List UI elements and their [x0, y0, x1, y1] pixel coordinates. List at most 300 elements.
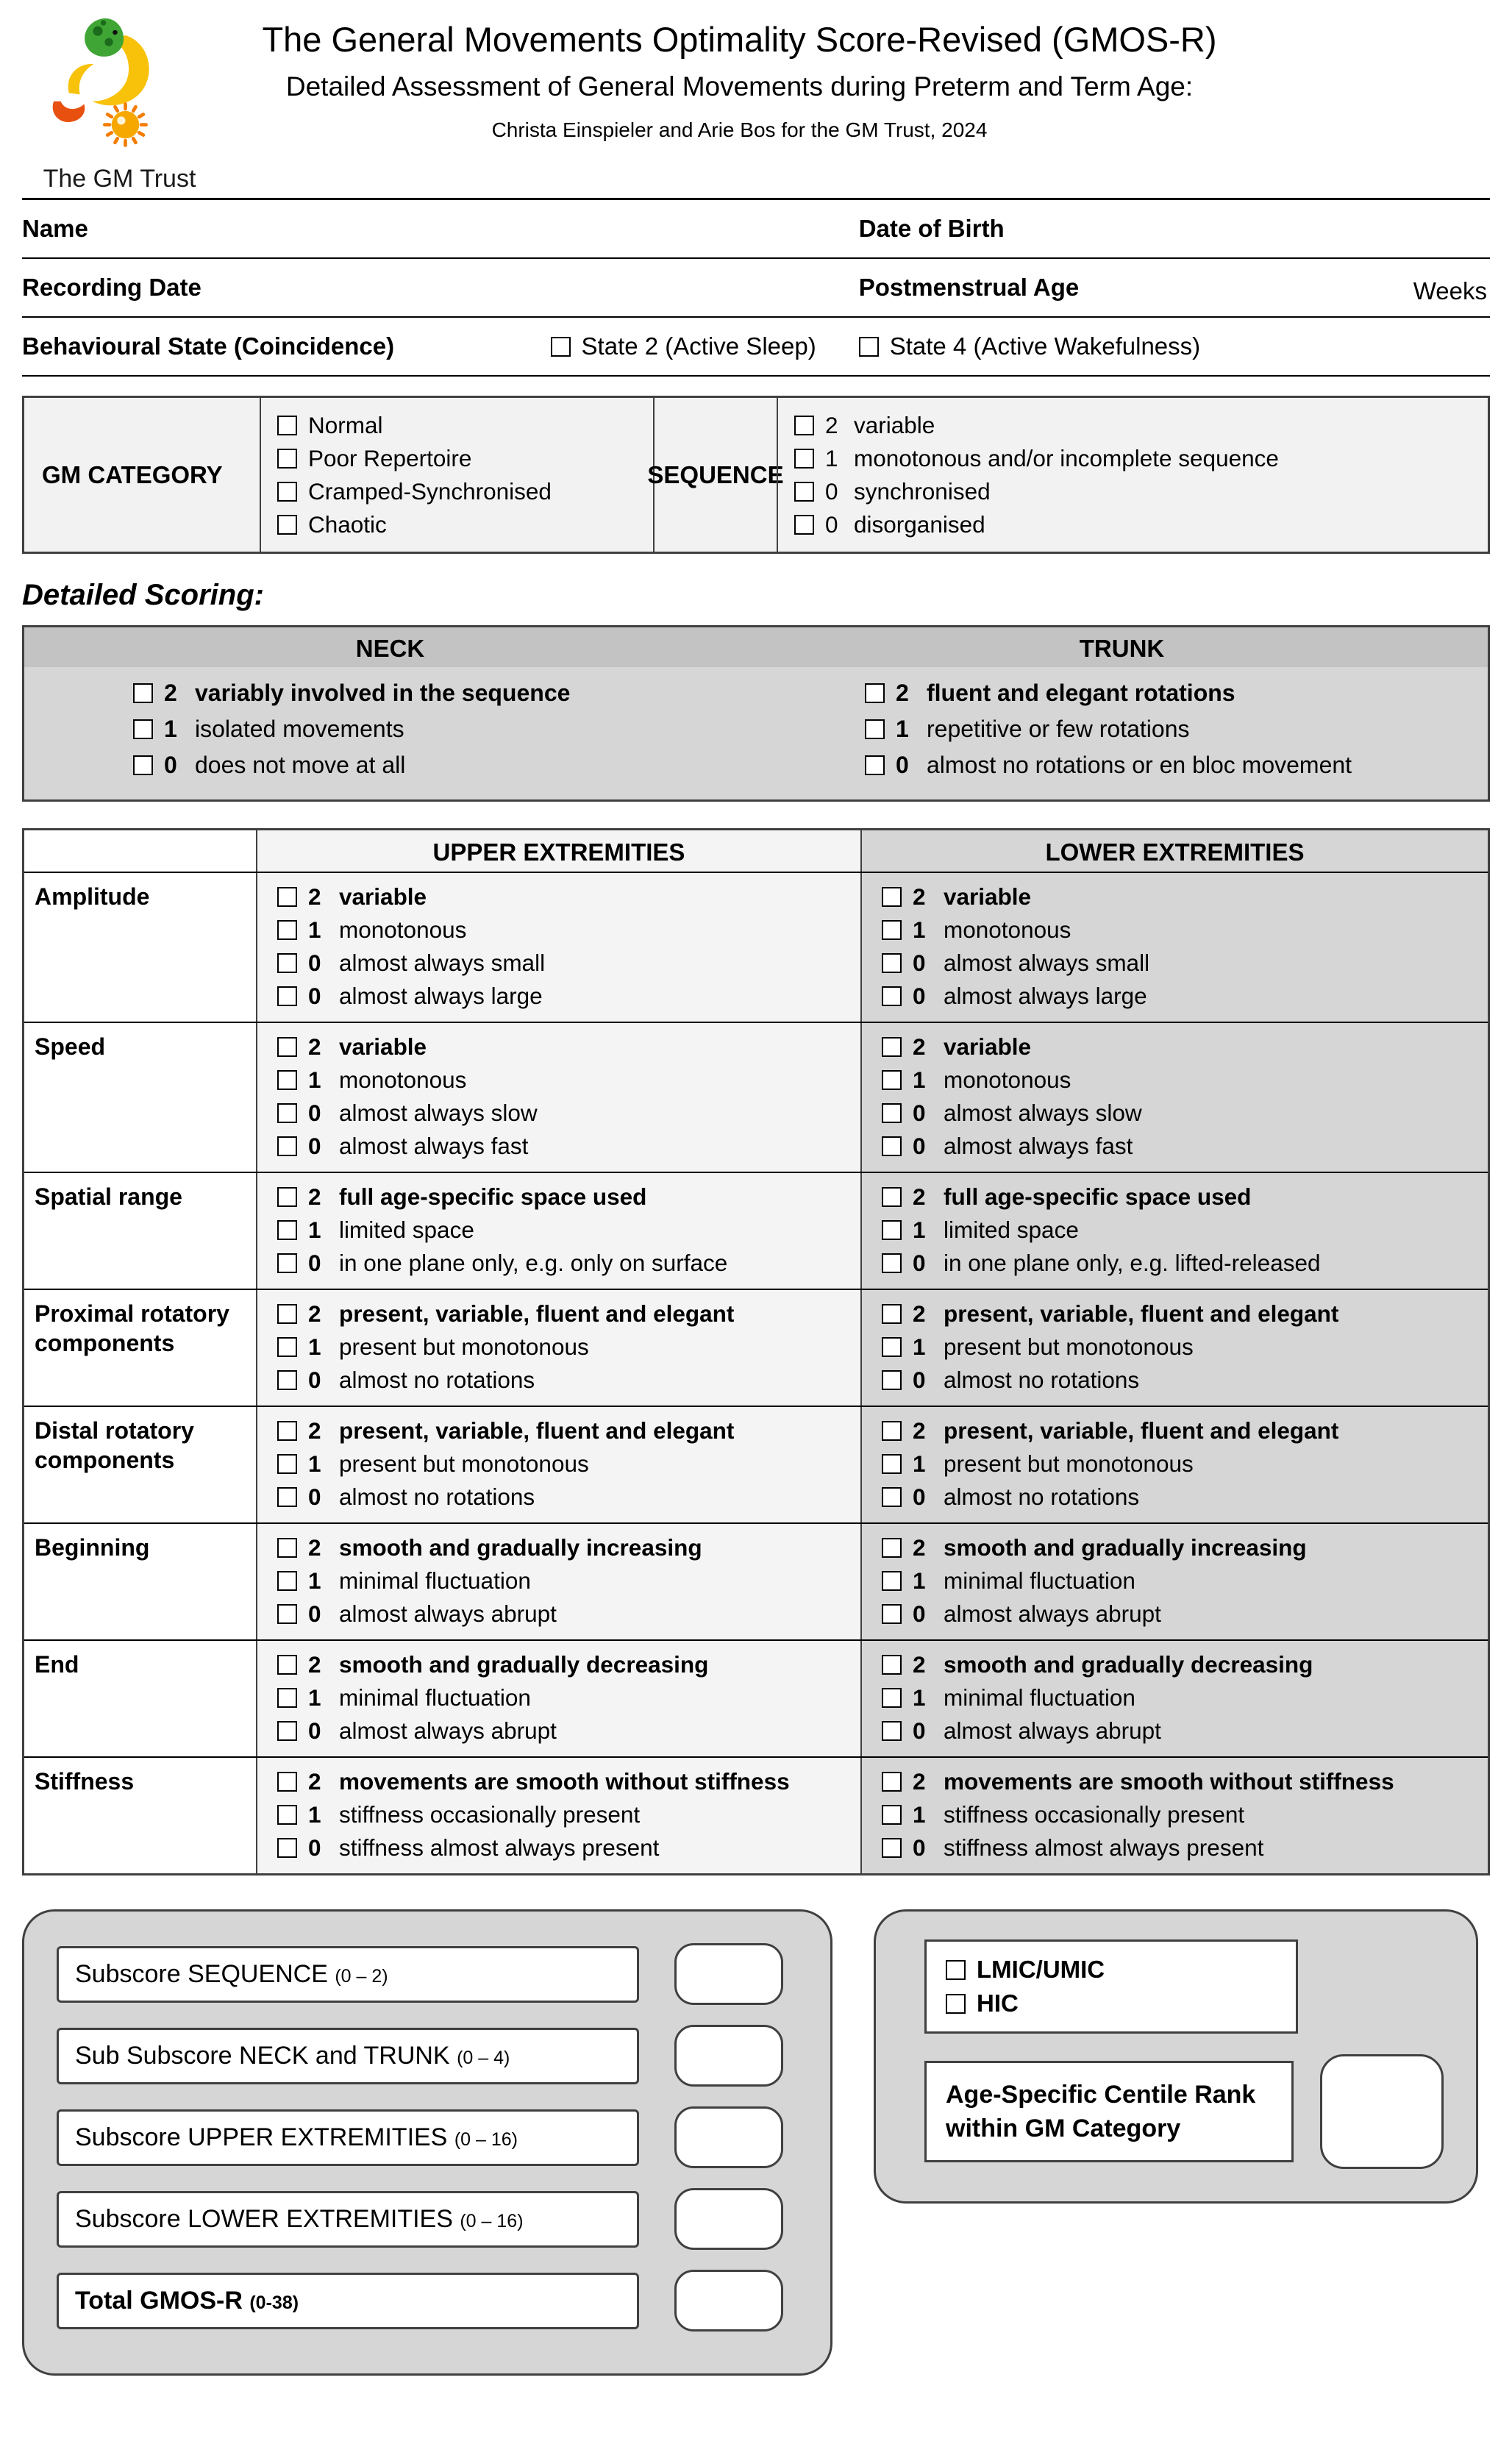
option-label: isolated movements	[195, 716, 404, 742]
checkbox[interactable]	[882, 1487, 902, 1507]
checkbox[interactable]	[882, 1772, 902, 1792]
score-option	[277, 948, 853, 977]
score-value: 0	[164, 752, 177, 778]
checkbox[interactable]	[277, 482, 297, 502]
row-label: Spatial range	[24, 1173, 256, 1289]
score-option	[277, 510, 637, 539]
score-option	[277, 1065, 853, 1094]
score-value: 0	[896, 752, 909, 778]
option-label: variable	[339, 883, 427, 910]
checkbox[interactable]	[277, 1037, 297, 1057]
option-label: movements are smooth without stiffness	[339, 1768, 790, 1795]
option-label: present, variable, fluent and elegant	[944, 1300, 1339, 1327]
score-option	[882, 1650, 1480, 1679]
checkbox[interactable]	[277, 1571, 297, 1591]
score-value: 1	[308, 1450, 321, 1477]
lower-extremities-cell	[860, 1290, 1488, 1406]
subscore-label	[57, 2191, 639, 2248]
score-entry-box[interactable]	[674, 1943, 783, 2005]
upper-extremities-cell	[256, 1023, 860, 1172]
checkbox[interactable]	[277, 1688, 297, 1708]
score-value: 1	[913, 916, 926, 943]
checkbox[interactable]	[882, 1136, 902, 1156]
checkbox[interactable]	[277, 416, 297, 435]
score-option	[277, 1533, 853, 1562]
upper-extremities-cell	[256, 1173, 860, 1289]
score-value: 2	[913, 1651, 926, 1678]
score-option	[277, 1332, 853, 1361]
subscore-label	[57, 2273, 639, 2329]
scoring-row	[24, 1172, 1488, 1289]
checkbox[interactable]	[865, 719, 885, 739]
option-label: movements are smooth without stiffness	[944, 1768, 1394, 1795]
score-option	[882, 882, 1480, 911]
checkbox[interactable]	[882, 1421, 902, 1441]
score-entry-box[interactable]	[674, 2025, 783, 2087]
checkbox[interactable]	[882, 1688, 902, 1708]
income-group-box	[924, 1939, 1298, 2034]
checkbox[interactable]	[277, 1136, 297, 1156]
upper-extremities-cell	[256, 1407, 860, 1522]
neck-trunk-headers	[24, 627, 1488, 667]
option-label: present, variable, fluent and elegant	[339, 1300, 735, 1327]
checkbox[interactable]	[277, 1538, 297, 1558]
option-label: limited space	[944, 1216, 1079, 1243]
checkbox[interactable]	[794, 449, 814, 469]
score-option	[277, 1566, 853, 1595]
upper-extremities-cell	[256, 1524, 860, 1639]
checkbox[interactable]	[133, 719, 153, 739]
score-option	[882, 1098, 1480, 1128]
lower-extremities-cell	[860, 1641, 1488, 1756]
neck-trunk-table	[22, 625, 1490, 802]
checkbox[interactable]	[277, 986, 297, 1006]
checkbox[interactable]	[277, 920, 297, 940]
row-label: Speed	[24, 1023, 256, 1172]
option-label: stiffness almost always present	[339, 1834, 660, 1861]
score-value: 1	[308, 1684, 321, 1711]
score-option	[277, 1833, 853, 1862]
score-option	[882, 1566, 1480, 1595]
checkbox[interactable]	[277, 1370, 297, 1390]
checkbox[interactable]	[277, 1103, 297, 1123]
option-label: HIC	[977, 1989, 1019, 2017]
sequence-options	[777, 398, 1488, 552]
option-label: limited space	[339, 1216, 474, 1243]
checkbox[interactable]	[794, 515, 814, 535]
option-label: almost always fast	[339, 1133, 529, 1159]
centile-rank-label: Age-Specific Centile Rank within GM Category	[924, 2061, 1294, 2162]
score-option	[277, 1449, 853, 1478]
option-label: smooth and gradually decreasing	[339, 1651, 709, 1678]
checkbox[interactable]	[277, 1721, 297, 1741]
score-option	[277, 1482, 853, 1511]
option-label: variable	[944, 1033, 1032, 1060]
option-label: LMIC/UMIC	[977, 1956, 1105, 1983]
score-option	[277, 1683, 853, 1712]
score-option	[277, 915, 853, 944]
scoring-row	[24, 1522, 1488, 1639]
checkbox[interactable]	[277, 1838, 297, 1858]
option-label: stiffness almost always present	[944, 1834, 1264, 1861]
score-value: 0	[913, 1367, 926, 1393]
subscore-label-text: Subscore UPPER EXTREMITIES	[75, 2123, 454, 2151]
score-option	[882, 1131, 1480, 1161]
score-option	[882, 1332, 1480, 1361]
checkbox[interactable]	[277, 449, 297, 469]
pma-wrap	[859, 270, 1490, 305]
score-value: 0	[913, 1834, 926, 1861]
score-option	[882, 1599, 1480, 1628]
score-option	[794, 410, 1472, 440]
option-label: almost no rotations	[944, 1483, 1140, 1510]
checkbox[interactable]	[882, 1538, 902, 1558]
lower-extremities-cell	[860, 1758, 1488, 1873]
score-option	[277, 1650, 853, 1679]
extremities-rows	[24, 872, 1488, 1873]
score-option	[882, 1365, 1480, 1394]
option-label: minimal fluctuation	[944, 1684, 1135, 1711]
checkbox[interactable]	[277, 1304, 297, 1324]
option-label: smooth and gradually decreasing	[944, 1651, 1313, 1678]
option-label: present, variable, fluent and elegant	[339, 1417, 735, 1444]
checkbox[interactable]	[794, 416, 814, 435]
checkbox[interactable]	[277, 1070, 297, 1090]
score-value: 0	[913, 1100, 926, 1126]
score-option	[277, 1248, 853, 1278]
score-option	[882, 1416, 1480, 1445]
score-entry-box[interactable]	[674, 2188, 783, 2250]
score-value: 1	[308, 1567, 321, 1594]
blank-header-cell	[24, 830, 256, 872]
score-option	[277, 981, 853, 1011]
subscore-range: (0 – 4)	[457, 2047, 510, 2068]
checkbox[interactable]	[277, 1772, 297, 1792]
checkbox[interactable]	[882, 1103, 902, 1123]
checkbox[interactable]	[882, 1805, 902, 1825]
score-value: 0	[308, 1717, 321, 1744]
checkbox[interactable]	[882, 1454, 902, 1474]
dob-label: Date of Birth	[858, 215, 1005, 242]
score-option	[277, 1032, 853, 1061]
checkbox[interactable]	[277, 1487, 297, 1507]
score-option	[277, 1215, 853, 1244]
option-label: monotonous	[339, 1066, 467, 1093]
score-option	[277, 1716, 853, 1745]
score-option	[277, 1416, 853, 1445]
option-label: almost no rotations	[944, 1367, 1140, 1393]
score-value: 2	[913, 883, 926, 910]
scoring-row	[24, 1289, 1488, 1406]
upper-extremities-header: UPPER EXTREMITIES	[256, 830, 860, 872]
recording-pma-row	[22, 259, 1490, 318]
checkbox[interactable]	[865, 683, 885, 703]
score-value: 0	[308, 1483, 321, 1510]
score-option	[882, 981, 1480, 1011]
score-value: 0	[913, 983, 926, 1009]
subscore-row	[57, 2025, 801, 2087]
pma-label: Postmenstrual Age	[858, 274, 1080, 301]
bottom-section	[22, 1909, 1490, 2376]
score-option	[277, 1365, 853, 1394]
score-option	[277, 882, 853, 911]
option-label: almost always large	[944, 983, 1147, 1009]
option-label: present but monotonous	[339, 1450, 589, 1477]
score-value: 0	[913, 1483, 926, 1510]
score-value: 1	[913, 1684, 926, 1711]
title-block	[217, 12, 1490, 142]
score-value: 2	[308, 1534, 321, 1561]
score-option	[277, 1182, 853, 1211]
sequence-label: SEQUENCE	[653, 398, 777, 552]
upper-extremities-cell	[256, 1758, 860, 1873]
option-label: almost no rotations	[339, 1367, 535, 1393]
checkbox[interactable]	[133, 683, 153, 703]
checkbox[interactable]	[277, 1187, 297, 1207]
checkbox[interactable]	[946, 1960, 966, 1980]
option-label: full age-specific space used	[944, 1183, 1252, 1210]
score-option	[133, 750, 741, 780]
gm-category-label: GM CATEGORY	[42, 460, 223, 488]
score-option	[277, 1599, 853, 1628]
option-label: almost no rotations	[339, 1483, 535, 1510]
option-label: smooth and gradually increasing	[339, 1534, 702, 1561]
checkbox[interactable]	[277, 1220, 297, 1240]
score-value: 2	[164, 680, 177, 706]
score-value: 2	[308, 1300, 321, 1327]
score-option	[865, 750, 1473, 780]
logo-caption: The GM Trust	[43, 165, 196, 193]
score-value: 2	[913, 1033, 926, 1060]
checkbox[interactable]	[865, 755, 885, 775]
score-option	[133, 678, 741, 708]
score-value: 1	[913, 1216, 926, 1243]
name-dob-row	[22, 200, 1490, 259]
upper-extremities-cell	[256, 873, 860, 1022]
checkbox[interactable]	[277, 1421, 297, 1441]
checkbox[interactable]	[882, 1604, 902, 1624]
lower-extremities-cell	[860, 1023, 1488, 1172]
score-option	[277, 1131, 853, 1161]
checkbox[interactable]	[277, 515, 297, 535]
option-label: fluent and elegant rotations	[927, 680, 1235, 706]
checkbox[interactable]	[133, 755, 153, 775]
checkbox[interactable]	[882, 953, 902, 973]
option-label: almost no rotations or en bloc movement	[927, 752, 1352, 778]
option-label: variably involved in the sequence	[195, 680, 571, 706]
score-value: 1	[308, 1066, 321, 1093]
option-label: variable	[854, 412, 935, 438]
lower-extremities-cell	[860, 1524, 1488, 1639]
centile-rank-entry-box[interactable]	[1320, 2054, 1444, 2169]
checkbox[interactable]	[551, 337, 571, 357]
score-value: 0	[825, 478, 838, 505]
trunk-options	[756, 672, 1488, 786]
option-label: almost always small	[339, 950, 546, 976]
score-option	[794, 510, 1472, 539]
option-label: synchronised	[854, 478, 991, 505]
option-label: State 2 (Active Sleep)	[581, 332, 816, 360]
extremities-table	[22, 828, 1490, 1875]
subscore-row	[57, 1943, 801, 2005]
option-label: repetitive or few rotations	[927, 716, 1190, 742]
score-option	[865, 714, 1473, 744]
score-option	[882, 1449, 1480, 1478]
gm-trust-logo-image	[38, 12, 202, 163]
score-option	[277, 410, 637, 440]
checkbox[interactable]	[882, 1304, 902, 1324]
option-label: present but monotonous	[944, 1333, 1194, 1360]
state-4-option	[859, 332, 1200, 360]
checkbox[interactable]	[882, 1370, 902, 1390]
score-option	[277, 1800, 853, 1829]
row-label: Proximal rotatory components	[24, 1290, 256, 1406]
subscore-label-text: Total GMOS-R	[75, 2286, 250, 2315]
upper-extremities-cell	[256, 1641, 860, 1756]
score-option	[882, 915, 1480, 944]
neck-trunk-body	[24, 667, 1488, 799]
subscore-label-text: Subscore SEQUENCE	[75, 1959, 335, 1988]
checkbox[interactable]	[882, 1838, 902, 1858]
checkbox[interactable]	[882, 1037, 902, 1057]
subscore-row	[57, 2106, 801, 2168]
score-value: 2	[896, 680, 909, 706]
checkbox[interactable]	[277, 953, 297, 973]
weeks-label: Weeks	[1413, 277, 1487, 304]
checkbox[interactable]	[882, 1220, 902, 1240]
recording-date-label: Recording Date	[22, 274, 202, 301]
checkbox[interactable]	[882, 1187, 902, 1207]
score-option	[277, 1299, 853, 1328]
option-label: variable	[944, 883, 1032, 910]
checkbox[interactable]	[882, 1337, 902, 1357]
option-label: present but monotonous	[339, 1333, 589, 1360]
row-label: Beginning	[24, 1524, 256, 1639]
subscore-range: (0 – 16)	[454, 2129, 518, 2150]
checkbox[interactable]	[882, 1253, 902, 1273]
score-value: 1	[308, 1216, 321, 1243]
score-option	[882, 1482, 1480, 1511]
checkbox[interactable]	[882, 1655, 902, 1675]
option-label: does not move at all	[195, 752, 406, 778]
option-label: minimal fluctuation	[944, 1567, 1135, 1594]
subscore-label	[57, 2109, 639, 2166]
score-entry-box[interactable]	[674, 2106, 783, 2168]
score-option	[882, 1800, 1480, 1829]
option-label: Chaotic	[308, 511, 387, 538]
row-label: Amplitude	[24, 873, 256, 1022]
scoring-row	[24, 1022, 1488, 1172]
page-title: The General Movements Optimality Score-Revised (GMOS-R)	[262, 20, 1217, 59]
score-option	[882, 1683, 1480, 1712]
score-value: 0	[913, 1600, 926, 1627]
name-label: Name	[22, 215, 88, 242]
score-option	[882, 1299, 1480, 1328]
checkbox[interactable]	[277, 1337, 297, 1357]
option-label: in one plane only, e.g. only on surface	[339, 1250, 728, 1276]
checkbox[interactable]	[277, 1655, 297, 1675]
score-option	[794, 477, 1472, 506]
score-value: 2	[308, 883, 321, 910]
authors-line: Christa Einspieler and Arie Bos for the GM Trust, 2024	[491, 118, 988, 141]
checkbox[interactable]	[794, 482, 814, 502]
score-value: 2	[308, 1768, 321, 1795]
row-label: Distal rotatory components	[24, 1407, 256, 1522]
option-label: almost always fast	[944, 1133, 1133, 1159]
option-label: present, variable, fluent and elegant	[944, 1417, 1339, 1444]
subscore-range: (0 – 2)	[335, 1965, 388, 1987]
checkbox[interactable]	[946, 1994, 966, 2014]
score-value: 2	[913, 1183, 926, 1210]
score-value: 0	[308, 1367, 321, 1393]
score-value: 1	[913, 1801, 926, 1828]
checkbox[interactable]	[277, 1805, 297, 1825]
score-option	[882, 1767, 1480, 1796]
lower-extremities-cell	[860, 1173, 1488, 1289]
score-value: 2	[913, 1768, 926, 1795]
score-value: 1	[164, 716, 177, 742]
checkbox[interactable]	[859, 337, 879, 357]
page-subtitle: Detailed Assessment of General Movements during Preterm and Term Age:	[285, 71, 1194, 101]
score-value: 2	[308, 1417, 321, 1444]
score-value: 2	[913, 1417, 926, 1444]
score-option	[277, 1098, 853, 1128]
subscore-row	[57, 2270, 801, 2331]
checkbox[interactable]	[277, 1604, 297, 1624]
score-value: 0	[308, 1133, 321, 1159]
score-option	[882, 1833, 1480, 1862]
score-option	[882, 1248, 1480, 1278]
score-option	[882, 1716, 1480, 1745]
option-label: in one plane only, e.g. lifted-released	[944, 1250, 1321, 1276]
score-entry-box[interactable]	[674, 2270, 783, 2331]
score-value: 2	[308, 1033, 321, 1060]
option-label: almost always small	[944, 950, 1150, 976]
option-label: almost always abrupt	[339, 1600, 557, 1627]
option-label: almost always abrupt	[339, 1717, 557, 1744]
option-label: almost always slow	[944, 1100, 1142, 1126]
checkbox[interactable]	[277, 1454, 297, 1474]
score-value: 2	[913, 1300, 926, 1327]
checkbox[interactable]	[277, 1253, 297, 1273]
extremities-header	[24, 830, 1488, 872]
lower-extremities-cell	[860, 873, 1488, 1022]
checkbox[interactable]	[882, 986, 902, 1006]
checkbox[interactable]	[882, 887, 902, 907]
option-label: stiffness occasionally present	[339, 1801, 641, 1828]
option-label: present but monotonous	[944, 1450, 1194, 1477]
score-value: 0	[913, 1717, 926, 1744]
checkbox[interactable]	[882, 1721, 902, 1741]
subscore-label-text: Sub Subscore NECK and TRUNK	[75, 2041, 457, 2070]
score-option	[794, 443, 1472, 473]
option-label: monotonous	[944, 1066, 1071, 1093]
option-label: minimal fluctuation	[339, 1567, 531, 1594]
option-label: almost always abrupt	[944, 1717, 1161, 1744]
subscore-range: (0-38)	[249, 2292, 299, 2313]
centile-rank-row	[924, 2054, 1444, 2169]
score-value: 0	[825, 511, 838, 538]
checkbox[interactable]	[882, 1070, 902, 1090]
score-value: 2	[825, 412, 838, 438]
checkbox[interactable]	[277, 887, 297, 907]
option-label: disorganised	[854, 511, 985, 538]
checkbox[interactable]	[882, 1571, 902, 1591]
score-value: 1	[913, 1567, 926, 1594]
score-value: 0	[308, 1100, 321, 1126]
option-label: full age-specific space used	[339, 1183, 647, 1210]
checkbox[interactable]	[882, 920, 902, 940]
